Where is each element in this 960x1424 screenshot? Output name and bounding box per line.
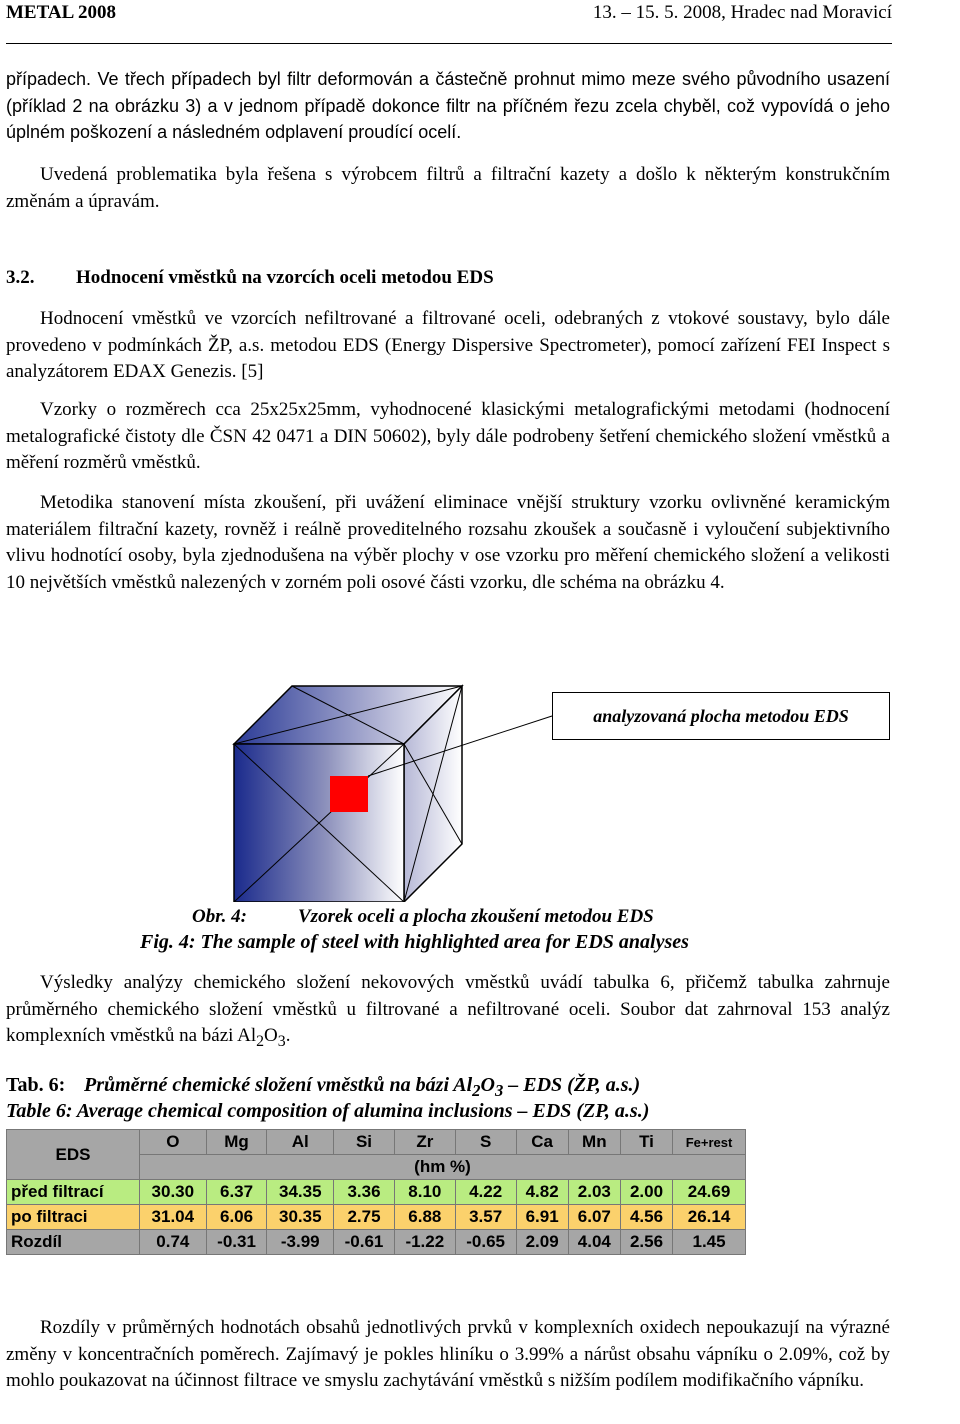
table-cell: 1.45 (673, 1230, 746, 1255)
table-header-row (7, 1130, 746, 1155)
paragraph-2: Uvedená problematika byla řešena s výrobcem filtrů a filtrační kazety a došlo k některým konstrukčním změnám a úpravám. (6, 164, 890, 212)
paragraph-6-o: O (264, 1025, 278, 1046)
paragraph-6 (6, 970, 890, 1055)
table-cell: 30.30 (140, 1180, 207, 1205)
column-header: O (140, 1130, 207, 1155)
conference-name: METAL 2008 (6, 2, 116, 23)
table-caption-sub-3: 3 (494, 1081, 504, 1100)
paragraph-3: Hodnocení vměstků ve vzorcích nefiltrované a filtrované oceli, odebraných z vtokové soustavy, bylo dále provedeno v podmínkách ŽP, a.s. metodou EDS (Energy Dispersive Spectrometer), pomocí zařízení FEI Inspect s analyzátorem EDAX Genezis. [5] (6, 308, 890, 382)
figure-callout: analyzovaná plocha metodou EDS (552, 692, 890, 740)
table-cell: -3.99 (267, 1230, 334, 1255)
table-caption-o: O (480, 1074, 495, 1096)
table-cell: -0.31 (206, 1230, 267, 1255)
column-header: Al (267, 1130, 334, 1155)
composition-table (6, 1129, 746, 1255)
figure-caption-cz-label: Obr. 4: (192, 906, 247, 927)
figure-caption-cz (192, 906, 654, 928)
unit-cell: (hm %) (140, 1155, 746, 1180)
section-heading (6, 267, 494, 289)
table-cell: 4.04 (568, 1230, 620, 1255)
table-caption-cz-a: Průměrné chemické složení vměstků na bázi Al (84, 1074, 473, 1096)
column-header: S (455, 1130, 516, 1155)
table-cell: 2.09 (516, 1230, 568, 1255)
paragraph-7: Rozdíly v průměrných hodnotách obsahů jednotlivých prvků v komplexních oxidech nepoukazují na výrazné změny v koncentračních poměrech. Zajímavý je pokles hliníku o 3.99% a nárůst obsahu vápníku o 2.09%, což by mohlo poukazovat na účinnost filtrace ve smyslu zachytávání vměstků s nižším podílem modifikačního vápníku. (6, 1317, 890, 1391)
table-row (7, 1180, 746, 1205)
table-corner-cell: EDS (7, 1130, 140, 1180)
table-cell: -0.65 (455, 1230, 516, 1255)
table-caption-cz (6, 1074, 640, 1101)
table-cell: 6.37 (206, 1180, 267, 1205)
table-row (7, 1230, 746, 1255)
table-cell: 4.56 (620, 1205, 672, 1230)
column-header: Ca (516, 1130, 568, 1155)
table-caption-cz-label: Tab. 6: (6, 1074, 66, 1096)
page-header (6, 0, 892, 44)
cube-figure (200, 652, 890, 902)
column-header: Si (334, 1130, 395, 1155)
table-caption-cz-c: – EDS (ŽP, a.s.) (503, 1074, 641, 1096)
paragraph-1: případech. Ve třech případech byl filtr deformován a částečně prohnut mimo meze svého původního usazení (příklad 2 na obrázku 3) a v jednom případě dokonce filtr na příčném řezu zcela chyběl, což vypovídá o jeho úplném poškození a následném odplavení proudící ocelí. (6, 69, 890, 142)
table-row (7, 1205, 746, 1230)
table-cell: 6.06 (206, 1205, 267, 1230)
paragraph-4: Vzorky o rozměrech cca 25x25x25mm, vyhodnocené klasickými metalografickými metodami (hodnocení metalografické čistoty dle ČSN 42 0471 a DIN 50602), byly dále podrobeny šetření chemického složení vměstků a měření rozměrů vměstků. (6, 399, 890, 473)
table-cell: 6.88 (394, 1205, 455, 1230)
column-header: Mn (568, 1130, 620, 1155)
table-cell: 4.22 (455, 1180, 516, 1205)
table-cell: 0.74 (140, 1230, 207, 1255)
table-cell: -1.22 (394, 1230, 455, 1255)
eds-area-highlight (330, 776, 368, 812)
table-cell: 31.04 (140, 1205, 207, 1230)
row-label: před filtrací (7, 1180, 140, 1205)
conference-date-place: 13. – 15. 5. 2008, Hradec nad Moravicí (592, 2, 892, 23)
row-label: Rozdíl (7, 1230, 140, 1255)
header-rule (6, 43, 892, 44)
table-cell: 4.82 (516, 1180, 568, 1205)
table-cell: 2.00 (620, 1180, 672, 1205)
paragraph-6-sub-3: 3 (277, 1032, 286, 1050)
column-header: Ti (620, 1130, 672, 1155)
table-cell: 24.69 (673, 1180, 746, 1205)
table-caption-sub-2: 2 (472, 1081, 481, 1100)
table-cell: 6.07 (568, 1205, 620, 1230)
section-number: 3.2. (6, 267, 35, 288)
figure-caption-cz-text: Vzorek oceli a plocha zkoušení metodou EDS (298, 906, 654, 927)
table-cell: 2.03 (568, 1180, 620, 1205)
paragraph-6-sub-2: 2 (256, 1032, 265, 1050)
column-header: Fe+rest (673, 1130, 746, 1155)
column-header: Zr (394, 1130, 455, 1155)
paragraph-6-text: Výsledky analýzy chemického složení nekovových vměstků uvádí tabulka 6, přičemž tabulka zahrnuje průměrného chemického složení vměstků u filtrované a nefiltrované oceli. Soubor dat zahrnoval 153 analýz komplexních vměstků na bázi Al (6, 972, 890, 1046)
paragraph-5: Metodika stanovení místa zkoušení, při uvážení eliminace vnější struktury vzorku ovlivněné keramickým materiálem filtrační kazety, rovněž i reálně proveditelného rozsahu zkoušek a současně i vyloučení subjektivního vlivu hodnotící osoby, byla zjednodušena na výběr plochy v ose vzorku pro měření chemického složení a velikosti 10 největších vměstků nalezených v zorném poli osové části vzorku, dle schéma na obrázku 4. (6, 492, 890, 593)
table-cell: 34.35 (267, 1180, 334, 1205)
table-caption-en: Table 6: Average chemical composition of alumina inclusions – EDS (ZP, a.s.) (6, 1100, 650, 1122)
table-cell: 6.91 (516, 1205, 568, 1230)
paragraph-6-end: . (285, 1025, 291, 1046)
figure-caption-en: Fig. 4: The sample of steel with highlighted area for EDS analyses (140, 931, 689, 953)
section-title: Hodnocení vměstků na vzorcích oceli metodou EDS (76, 267, 494, 288)
table-cell: 3.57 (455, 1205, 516, 1230)
table-cell: 26.14 (673, 1205, 746, 1230)
table-cell: 30.35 (267, 1205, 334, 1230)
table-cell: 2.75 (334, 1205, 395, 1230)
column-header: Mg (206, 1130, 267, 1155)
table-cell: 8.10 (394, 1180, 455, 1205)
row-label: po filtraci (7, 1205, 140, 1230)
table-cell: 3.36 (334, 1180, 395, 1205)
table-cell: -0.61 (334, 1230, 395, 1255)
table-cell: 2.56 (620, 1230, 672, 1255)
